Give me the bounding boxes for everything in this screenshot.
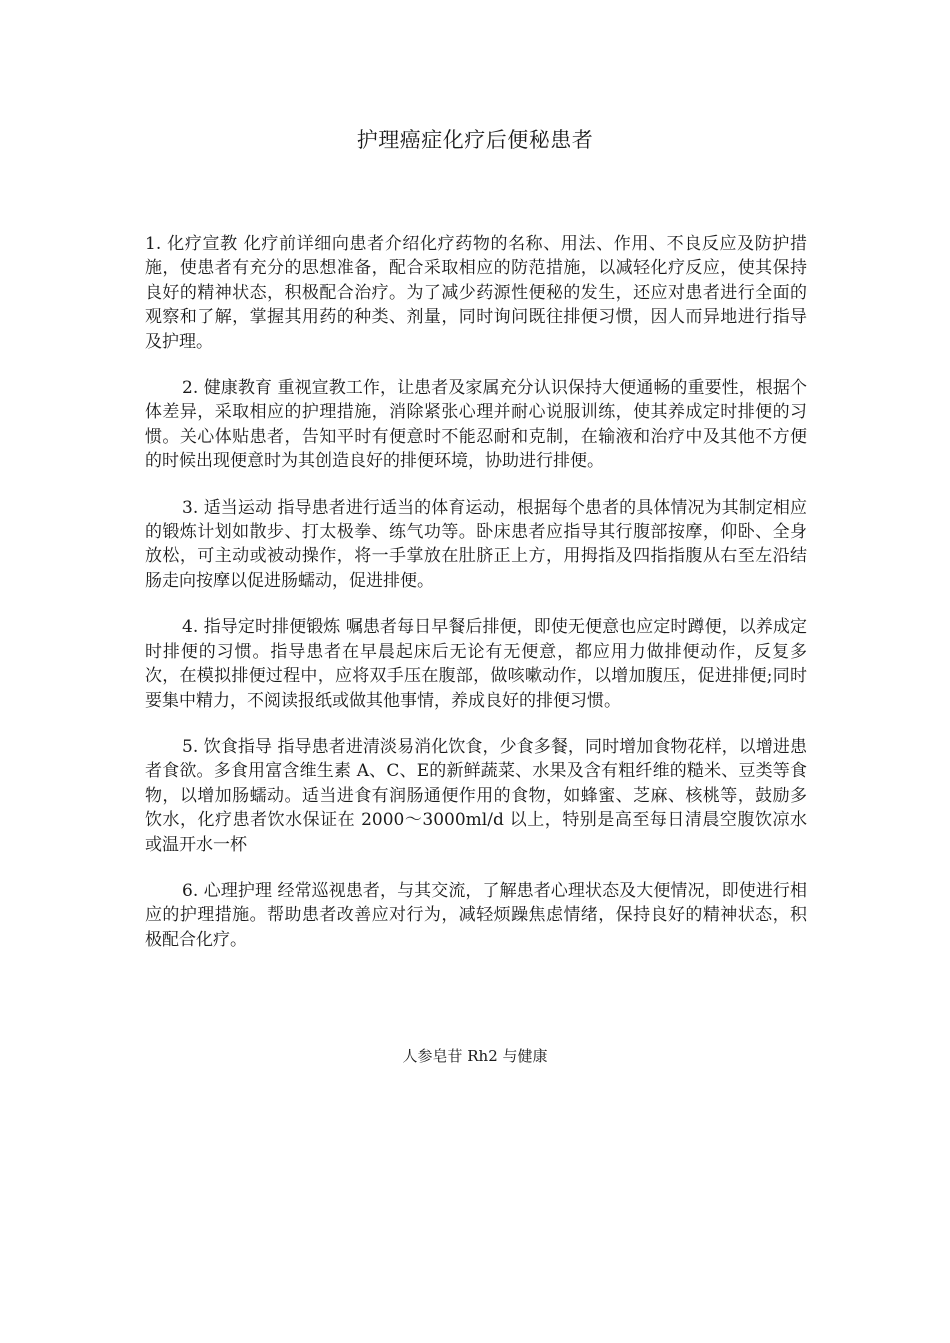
document-title: 护理癌症化疗后便秘患者 bbox=[356, 128, 594, 152]
document-body bbox=[145, 232, 807, 974]
paragraph-bowel-training: 4. 指导定时排便锻炼 嘱患者每日早餐后排便，即使无便意也应定时蹲便，以养成定时排便的习惯。指导患者在早晨起床后无论有无便意，都应用力做排便动作，反复多次，在模拟排便过程中，应将双手压在腹部，做咳嗽动作，以增加腹压，促进排便;同时要集中精力，不阅读报纸或做其他事情，养成良好的排便习惯。 bbox=[145, 617, 807, 711]
paragraph-chemo-education: 1. 化疗宣教 化疗前详细向患者介绍化疗药物的名称、用法、作用、不良反应及防护措施，使患者有充分的思想准备，配合采取相应的防范措施，以减轻化疗反应，使其保持良好的精神状态，积极配合治疗。为了减少药源性便秘的发生，还应对患者进行全面的观察和了解，掌握其用药的种类、剂量，同时询问既往排便习惯，因人而异地进行指导及护理。 bbox=[145, 234, 807, 352]
paragraph-diet-guidance: 5. 饮食指导 指导患者进清淡易消化饮食，少食多餐，同时增加食物花样，以增进患者食欲。多食用富含维生素 A、C、E的新鲜蔬菜、水果及含有粗纤维的糙米、豆类等食物，以增加肠蠕动。适当进食有润肠通便作用的食物，如蜂蜜、芝麻、核桃等，鼓励多饮水，化疗患者饮水保证在 2000～3000ml/d 以上，特别是高至每日清晨空腹饮凉水或温开水一杯 bbox=[145, 736, 807, 855]
document-footer: 人参皂苷 Rh2 与健康 bbox=[402, 1047, 548, 1065]
paragraph-health-education: 2. 健康教育 重视宣教工作，让患者及家属充分认识保持大便通畅的重要性，根据个体差异，采取相应的护理措施，消除紧张心理并耐心说服训练，使其养成定时排便的习惯。关心体贴患者，告知平时有便意时不能忍耐和克制，在输液和治疗中及其他不方便的时候出现便意时为其创造良好的排便环境，协助进行排便。 bbox=[145, 378, 807, 472]
paragraph-psychological-care: 6. 心理护理 经常巡视患者，与其交流，了解患者心理状态及大便情况，即使进行相应的护理措施。帮助患者改善应对行为，减轻烦躁焦虑情绪，保持良好的精神状态，积极配合化疗。 bbox=[145, 880, 807, 950]
paragraph-exercise: 3. 适当运动 指导患者进行适当的体育运动，根据每个患者的具体情况为其制定相应的锻炼计划如散步、打太极拳、练气功等。卧床患者应指导其行腹部按摩，仰卧、全身放松，可主动或被动操作，将一手掌放在肚脐正上方，用拇指及四指指腹从右至左沿结肠走向按摩以促进肠蠕动，促进排便。 bbox=[145, 497, 807, 591]
